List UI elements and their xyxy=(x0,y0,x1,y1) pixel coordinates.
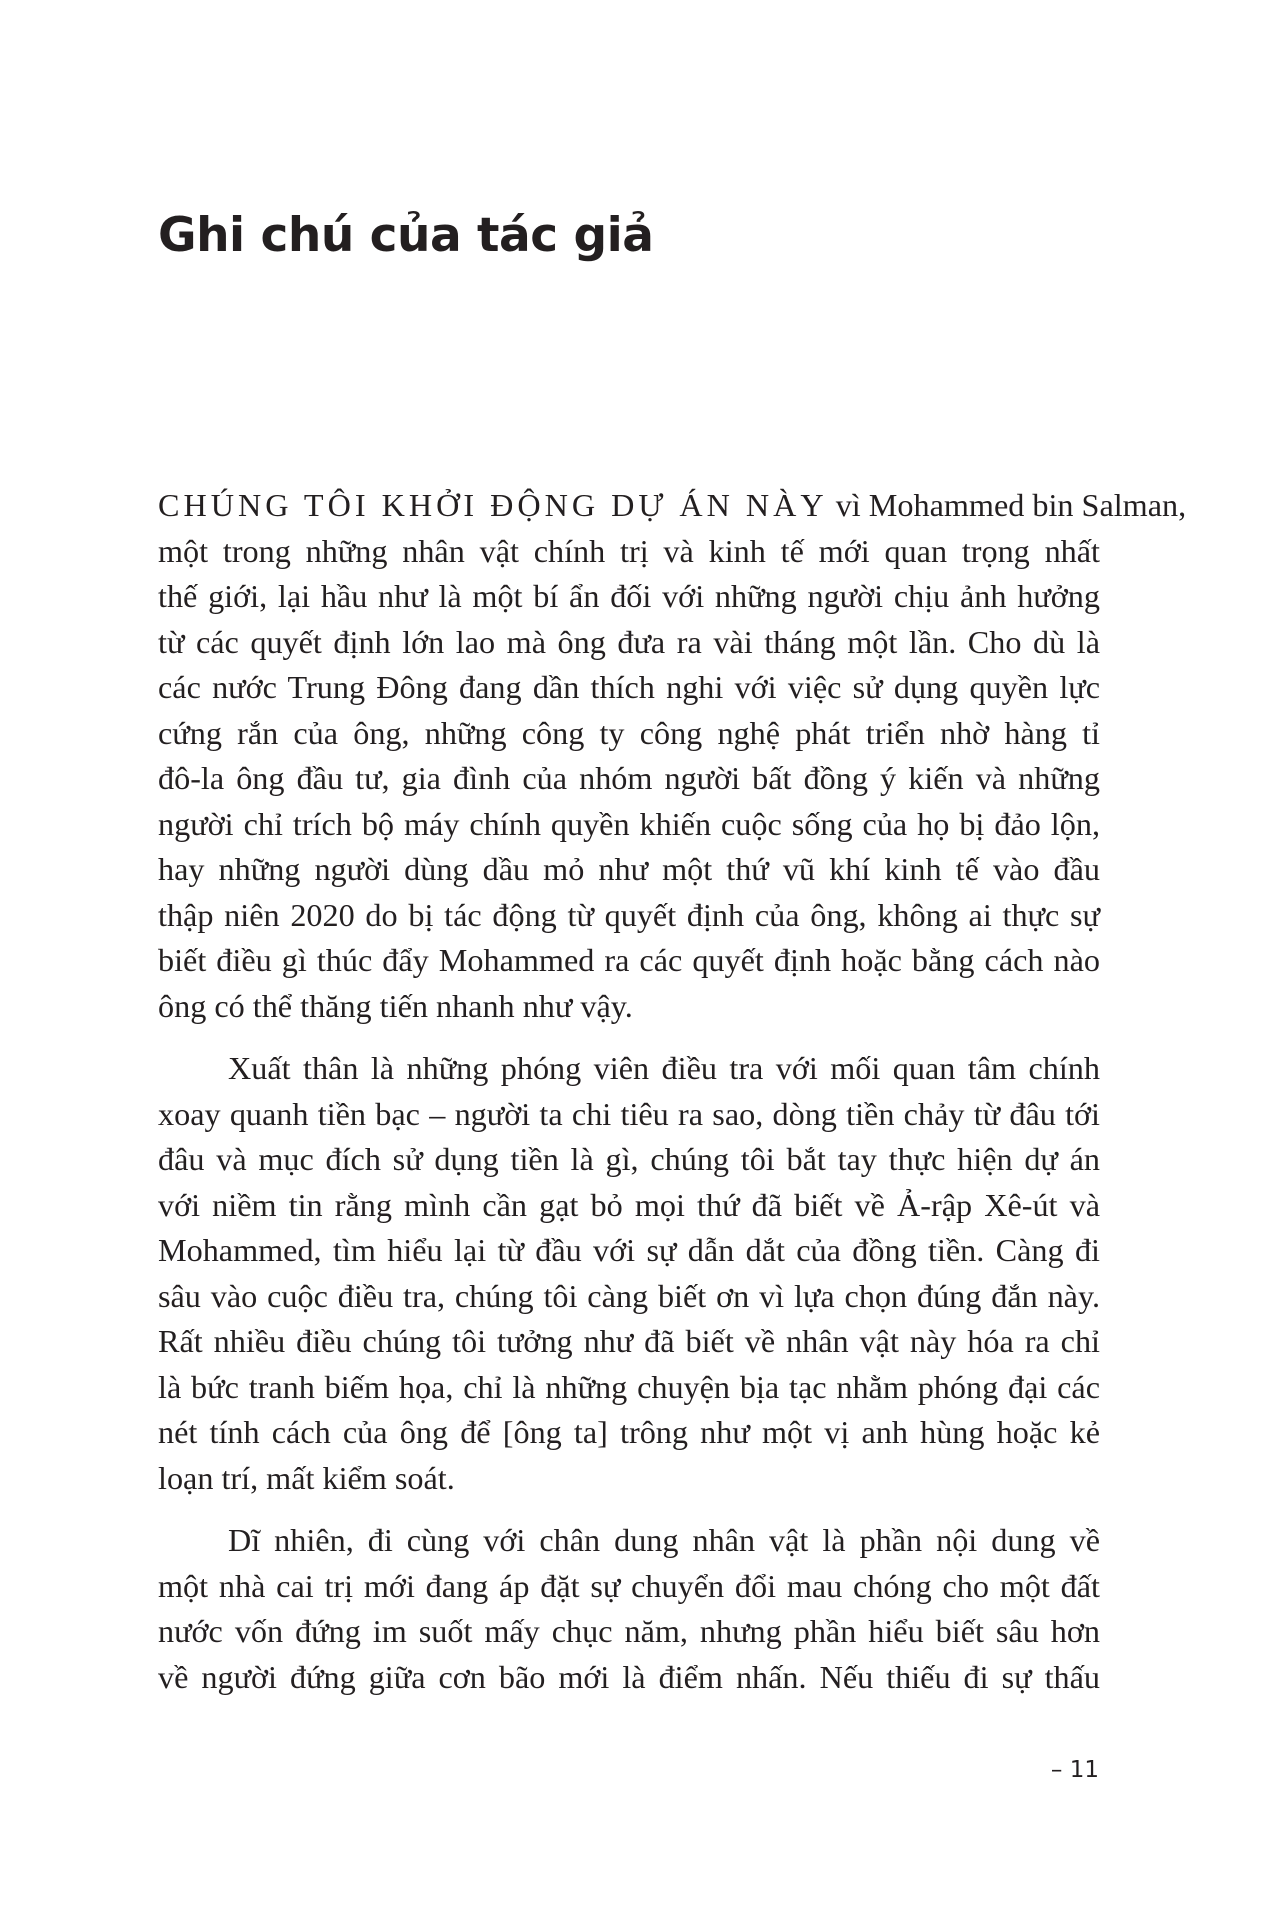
text-line: đâu và mục đích sử dụng tiền là gì, chúng tôi bắt tay thực hiện dự án xyxy=(158,1141,1100,1177)
text-line: Xuất thân là những phóng viên điều tra với mối quan tâm chính xyxy=(228,1050,1100,1086)
chapter-title: Ghi chú của tác giả xyxy=(158,208,654,263)
text-line: Rất nhiều điều chúng tôi tưởng như đã biết về nhân vật này hóa ra chỉ xyxy=(158,1323,1100,1359)
text-line: CHÚNG TÔI KHỞI ĐỘNG DỰ ÁN NÀY vì Mohammed bin Salman, xyxy=(158,487,1187,523)
text-line: sâu vào cuộc điều tra, chúng tôi càng biết ơn vì lựa chọn đúng đắn này. xyxy=(158,1277,1100,1314)
paragraph-3 xyxy=(158,1518,1100,1700)
text-line: một nhà cai trị mới đang áp đặt sự chuyển đổi mau chóng cho một đất xyxy=(158,1567,1100,1604)
paragraph-1 xyxy=(158,483,1187,1029)
text-line: nét tính cách của ông để [ông ta] trông như một vị anh hùng hoặc kẻ xyxy=(158,1414,1100,1450)
text-line: các nước Trung Đông đang dần thích nghi với việc sử dụng quyền lực xyxy=(158,669,1100,705)
text-line: Dĩ nhiên, đi cùng với chân dung nhân vật là phần nội dung về xyxy=(228,1522,1100,1558)
text-line: hay những người dùng dầu mỏ như một thứ vũ khí kinh tế vào đầu xyxy=(158,851,1100,887)
text-line: thế giới, lại hầu như là một bí ẩn đối với những người chịu ảnh hưởng xyxy=(158,578,1100,614)
text-line: xoay quanh tiền bạc – người ta chi tiêu ra sao, dòng tiền chảy từ đâu tới xyxy=(158,1095,1100,1132)
page-number: – 11 xyxy=(1050,1757,1099,1783)
text-line: Mohammed, tìm hiểu lại từ đầu với sự dẫn dắt của đồng tiền. Càng đi xyxy=(158,1232,1100,1268)
text-line: với niềm tin rằng mình cần gạt bỏ mọi thứ đã biết về Ả-rập Xê-út và xyxy=(158,1186,1100,1223)
body-text xyxy=(158,483,1187,1717)
text-line: từ các quyết định lớn lao mà ông đưa ra vài tháng một lần. Cho dù là xyxy=(158,623,1100,660)
text-line: thập niên 2020 do bị tác động từ quyết định của ông, không ai thực sự xyxy=(158,896,1100,933)
text-line: đô-la ông đầu tư, gia đình của nhóm người bất đồng ý kiến và những xyxy=(158,760,1100,796)
text-line: người chỉ trích bộ máy chính quyền khiến cuộc sống của họ bị đảo lộn, xyxy=(158,805,1100,842)
text-line: loạn trí, mất kiểm soát. xyxy=(158,1459,455,1496)
text-line: về người đứng giữa cơn bão mới là điểm nhấn. Nếu thiếu đi sự thấu xyxy=(158,1658,1100,1695)
text-line: nước vốn đứng im suốt mấy chục năm, nhưng phần hiểu biết sâu hơn xyxy=(158,1613,1100,1649)
text-line: biết điều gì thúc đẩy Mohammed ra các quyết định hoặc bằng cách nào xyxy=(158,942,1100,978)
lead-in: CHÚNG TÔI KHỞI ĐỘNG DỰ ÁN NÀY xyxy=(158,487,828,523)
text-line: cứng rắn của ông, những công ty công nghệ phát triển nhờ hàng tỉ xyxy=(158,714,1100,751)
text-line: một trong những nhân vật chính trị và kinh tế mới quan trọng nhất xyxy=(158,532,1100,569)
text-line: là bức tranh biếm họa, chỉ là những chuyện bịa tạc nhằm phóng đại các xyxy=(158,1368,1100,1405)
text-line: ông có thể thăng tiến nhanh như vậy. xyxy=(158,987,633,1024)
paragraph-2 xyxy=(158,1046,1100,1501)
